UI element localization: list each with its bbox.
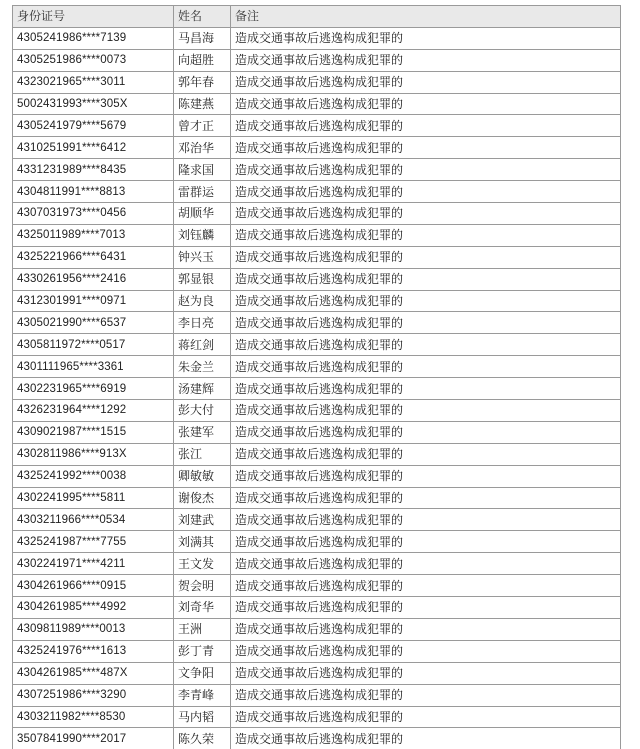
table-row bbox=[13, 159, 621, 181]
remark-cell: 造成交通事故后逃逸构成犯罪的 bbox=[231, 224, 621, 246]
id-cell: 4325011989****7013 bbox=[13, 224, 174, 246]
id-cell: 4307251986****3290 bbox=[13, 684, 174, 706]
remark-cell: 造成交通事故后逃逸构成犯罪的 bbox=[231, 662, 621, 684]
remark-cell: 造成交通事故后逃逸构成犯罪的 bbox=[231, 640, 621, 662]
remark-cell: 造成交通事故后逃逸构成犯罪的 bbox=[231, 49, 621, 71]
table-row bbox=[13, 49, 621, 71]
remark-cell: 造成交通事故后逃逸构成犯罪的 bbox=[231, 378, 621, 400]
header-name: 姓名 bbox=[174, 6, 231, 28]
remark-cell: 造成交通事故后逃逸构成犯罪的 bbox=[231, 421, 621, 443]
remark-cell: 造成交通事故后逃逸构成犯罪的 bbox=[231, 618, 621, 640]
name-cell: 马内韬 bbox=[174, 706, 231, 728]
table-row bbox=[13, 290, 621, 312]
table-row bbox=[13, 71, 621, 93]
remark-cell: 造成交通事故后逃逸构成犯罪的 bbox=[231, 71, 621, 93]
id-cell: 4323021965****3011 bbox=[13, 71, 174, 93]
table-row bbox=[13, 246, 621, 268]
table-row bbox=[13, 597, 621, 619]
id-cell: 4309811989****0013 bbox=[13, 618, 174, 640]
name-cell: 彭丁青 bbox=[174, 640, 231, 662]
remark-cell: 造成交通事故后逃逸构成犯罪的 bbox=[231, 159, 621, 181]
id-cell: 5002431993****305X bbox=[13, 93, 174, 115]
remark-cell: 造成交通事故后逃逸构成犯罪的 bbox=[231, 400, 621, 422]
table-row bbox=[13, 268, 621, 290]
table-row bbox=[13, 312, 621, 334]
name-cell: 谢俊杰 bbox=[174, 487, 231, 509]
table-row bbox=[13, 93, 621, 115]
table-row bbox=[13, 334, 621, 356]
name-cell: 邓治华 bbox=[174, 137, 231, 159]
table-row bbox=[13, 684, 621, 706]
id-cell: 4303211982****8530 bbox=[13, 706, 174, 728]
name-cell: 曾才正 bbox=[174, 115, 231, 137]
remark-cell: 造成交通事故后逃逸构成犯罪的 bbox=[231, 465, 621, 487]
id-cell: 4303211966****0534 bbox=[13, 509, 174, 531]
table-row bbox=[13, 443, 621, 465]
id-cell: 4330261956****2416 bbox=[13, 268, 174, 290]
table-row bbox=[13, 378, 621, 400]
remark-cell: 造成交通事故后逃逸构成犯罪的 bbox=[231, 356, 621, 378]
table-row bbox=[13, 531, 621, 553]
name-cell: 刘钰麟 bbox=[174, 224, 231, 246]
table-row bbox=[13, 575, 621, 597]
name-cell: 郭显银 bbox=[174, 268, 231, 290]
remark-cell: 造成交通事故后逃逸构成犯罪的 bbox=[231, 334, 621, 356]
id-cell: 4304261985****487X bbox=[13, 662, 174, 684]
name-cell: 刘满其 bbox=[174, 531, 231, 553]
name-cell: 卿敏敏 bbox=[174, 465, 231, 487]
name-cell: 向超胜 bbox=[174, 49, 231, 71]
table-row bbox=[13, 27, 621, 49]
id-cell: 4302811986****913X bbox=[13, 443, 174, 465]
table-row bbox=[13, 553, 621, 575]
remark-cell: 造成交通事故后逃逸构成犯罪的 bbox=[231, 575, 621, 597]
name-cell: 王文发 bbox=[174, 553, 231, 575]
id-cell: 4305241979****5679 bbox=[13, 115, 174, 137]
table-row bbox=[13, 618, 621, 640]
table-row bbox=[13, 181, 621, 203]
remark-cell: 造成交通事故后逃逸构成犯罪的 bbox=[231, 509, 621, 531]
name-cell: 朱金兰 bbox=[174, 356, 231, 378]
table-row bbox=[13, 400, 621, 422]
name-cell: 王洲 bbox=[174, 618, 231, 640]
name-cell: 李日亮 bbox=[174, 312, 231, 334]
offender-table bbox=[12, 5, 621, 749]
remark-cell: 造成交通事故后逃逸构成犯罪的 bbox=[231, 181, 621, 203]
table-row bbox=[13, 203, 621, 225]
name-cell: 汤建辉 bbox=[174, 378, 231, 400]
id-cell: 4325241976****1613 bbox=[13, 640, 174, 662]
remark-cell: 造成交通事故后逃逸构成犯罪的 bbox=[231, 684, 621, 706]
remark-cell: 造成交通事故后逃逸构成犯罪的 bbox=[231, 706, 621, 728]
id-cell: 4310251991****6412 bbox=[13, 137, 174, 159]
id-cell: 4304811991****8813 bbox=[13, 181, 174, 203]
id-cell: 4305241986****7139 bbox=[13, 27, 174, 49]
remark-cell: 造成交通事故后逃逸构成犯罪的 bbox=[231, 203, 621, 225]
table-row bbox=[13, 662, 621, 684]
id-cell: 4305811972****0517 bbox=[13, 334, 174, 356]
name-cell: 赵为良 bbox=[174, 290, 231, 312]
name-cell: 雷群运 bbox=[174, 181, 231, 203]
id-cell: 4331231989****8435 bbox=[13, 159, 174, 181]
id-cell: 4304261985****4992 bbox=[13, 597, 174, 619]
id-cell: 4325221966****6431 bbox=[13, 246, 174, 268]
table-body bbox=[13, 27, 621, 749]
remark-cell: 造成交通事故后逃逸构成犯罪的 bbox=[231, 268, 621, 290]
name-cell: 彭大付 bbox=[174, 400, 231, 422]
id-cell: 4326231964****1292 bbox=[13, 400, 174, 422]
remark-cell: 造成交通事故后逃逸构成犯罪的 bbox=[231, 728, 621, 749]
name-cell: 张江 bbox=[174, 443, 231, 465]
remark-cell: 造成交通事故后逃逸构成犯罪的 bbox=[231, 553, 621, 575]
name-cell: 马昌海 bbox=[174, 27, 231, 49]
table-row bbox=[13, 487, 621, 509]
header-remark: 备注 bbox=[231, 6, 621, 28]
name-cell: 郭年春 bbox=[174, 71, 231, 93]
table-row bbox=[13, 640, 621, 662]
table-row bbox=[13, 706, 621, 728]
id-cell: 4304261966****0915 bbox=[13, 575, 174, 597]
remark-cell: 造成交通事故后逃逸构成犯罪的 bbox=[231, 312, 621, 334]
name-cell: 贺会明 bbox=[174, 575, 231, 597]
id-cell: 4312301991****0971 bbox=[13, 290, 174, 312]
table-row bbox=[13, 356, 621, 378]
name-cell: 李青峰 bbox=[174, 684, 231, 706]
table-row bbox=[13, 728, 621, 749]
name-cell: 刘奇华 bbox=[174, 597, 231, 619]
header-id: 身份证号 bbox=[13, 6, 174, 28]
id-cell: 4302241995****5811 bbox=[13, 487, 174, 509]
id-cell: 4325241992****0038 bbox=[13, 465, 174, 487]
name-cell: 陈久荣 bbox=[174, 728, 231, 749]
id-cell: 4302231965****6919 bbox=[13, 378, 174, 400]
remark-cell: 造成交通事故后逃逸构成犯罪的 bbox=[231, 597, 621, 619]
id-cell: 4301111965****3361 bbox=[13, 356, 174, 378]
remark-cell: 造成交通事故后逃逸构成犯罪的 bbox=[231, 27, 621, 49]
remark-cell: 造成交通事故后逃逸构成犯罪的 bbox=[231, 115, 621, 137]
table-row bbox=[13, 465, 621, 487]
name-cell: 隆求国 bbox=[174, 159, 231, 181]
table-row bbox=[13, 137, 621, 159]
name-cell: 文争阳 bbox=[174, 662, 231, 684]
remark-cell: 造成交通事故后逃逸构成犯罪的 bbox=[231, 443, 621, 465]
id-cell: 4305021990****6537 bbox=[13, 312, 174, 334]
table-row bbox=[13, 509, 621, 531]
name-cell: 蒋红剑 bbox=[174, 334, 231, 356]
remark-cell: 造成交通事故后逃逸构成犯罪的 bbox=[231, 487, 621, 509]
id-cell: 4302241971****4211 bbox=[13, 553, 174, 575]
remark-cell: 造成交通事故后逃逸构成犯罪的 bbox=[231, 246, 621, 268]
table-row bbox=[13, 115, 621, 137]
header-row bbox=[13, 6, 621, 28]
id-cell: 4325241987****7755 bbox=[13, 531, 174, 553]
table-row bbox=[13, 421, 621, 443]
remark-cell: 造成交通事故后逃逸构成犯罪的 bbox=[231, 137, 621, 159]
name-cell: 胡顺华 bbox=[174, 203, 231, 225]
name-cell: 张建军 bbox=[174, 421, 231, 443]
remark-cell: 造成交通事故后逃逸构成犯罪的 bbox=[231, 93, 621, 115]
id-cell: 4307031973****0456 bbox=[13, 203, 174, 225]
id-cell: 4305251986****0073 bbox=[13, 49, 174, 71]
table-row bbox=[13, 224, 621, 246]
remark-cell: 造成交通事故后逃逸构成犯罪的 bbox=[231, 531, 621, 553]
name-cell: 陈建燕 bbox=[174, 93, 231, 115]
name-cell: 刘建武 bbox=[174, 509, 231, 531]
name-cell: 钟兴玉 bbox=[174, 246, 231, 268]
id-cell: 3507841990****2017 bbox=[13, 728, 174, 749]
remark-cell: 造成交通事故后逃逸构成犯罪的 bbox=[231, 290, 621, 312]
id-cell: 4309021987****1515 bbox=[13, 421, 174, 443]
